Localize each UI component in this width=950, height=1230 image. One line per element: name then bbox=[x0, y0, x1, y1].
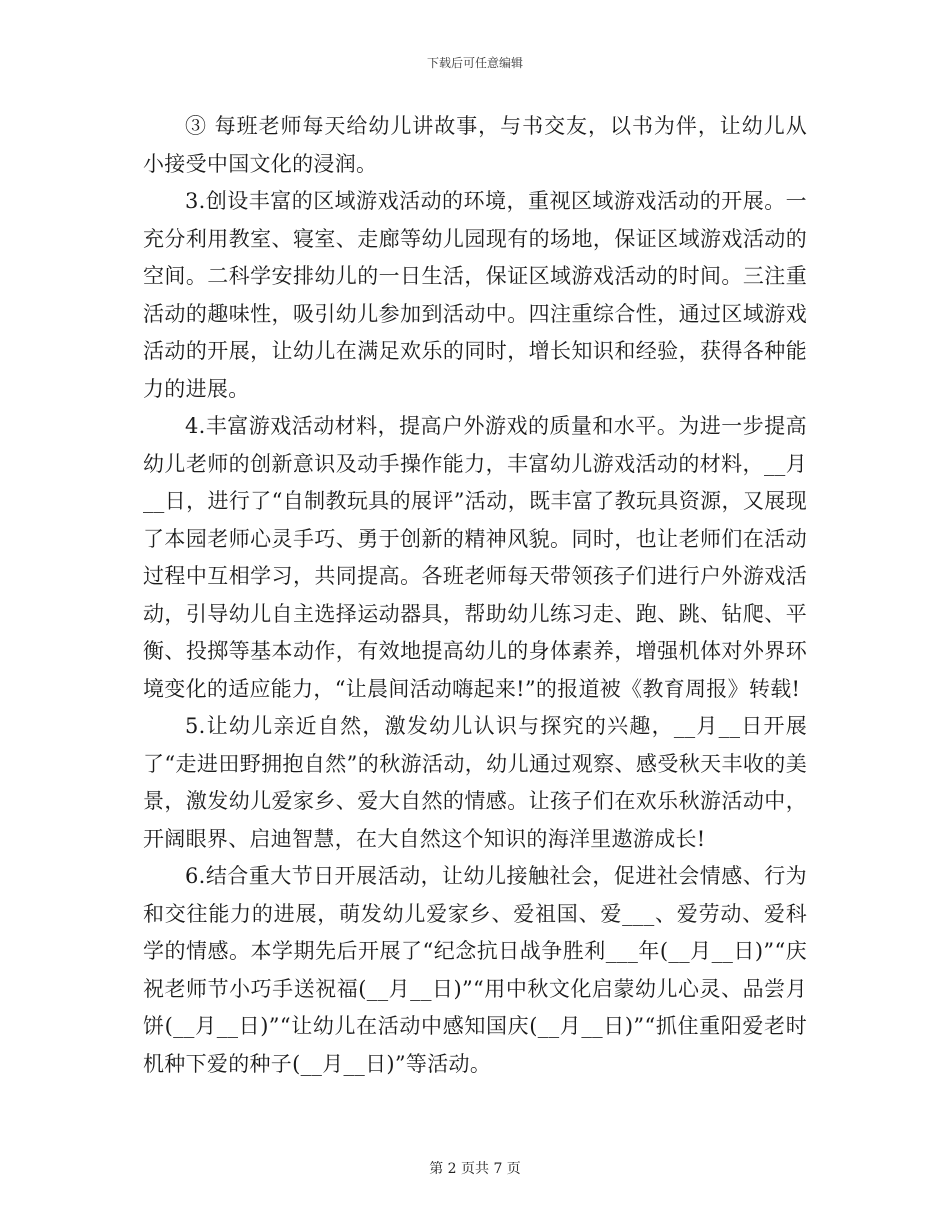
paragraph-area-games: 3.创设丰富的区域游戏活动的环境，重视区域游戏活动的开展。一充分利用教室、寝室、走廊等幼儿园现有的场地，保证区域游戏活动的空间。二科学安排幼儿的一日生活，保证区域游戏活动的时间。三注重活动的趣味性，吸引幼儿参加到活动中。四注重综合性，通过区域游戏活动的开展，让幼儿在满足欢乐的同时，增长知识和经验，获得各种能力的进展。 bbox=[143, 189, 807, 401]
paragraph-game-materials: 4.丰富游戏活动材料，提高户外游戏的质量和水平。为进一步提高幼儿老师的创新意识及动手操作能力，丰富幼儿游戏活动的材料，__月__日，进行了“自制教玩具的展评”活动，既丰富了教玩具资源，又展现了本园老师心灵手巧、勇于创新的精神风貌。同时，也让老师们在活动过程中互相学习，共同提高。各班老师每天带领孩子们进行户外游戏活动，引导幼儿自主选择运动器具，帮助幼儿练习走、跑、跳、钻爬、平衡、投掷等基本动作，有效地提高幼儿的身体素养，增强机体对外界环境变化的适应能力，“让晨间活动嗨起来!”的报道被《教育周报》转载! bbox=[143, 414, 807, 701]
document-body bbox=[143, 108, 807, 1083]
page-footer: 第 2 页共 7 页 bbox=[429, 1161, 521, 1177]
page-header: 下载后可任意编辑 bbox=[426, 56, 523, 70]
paragraph-reading: ③ 每班老师每天给幼儿讲故事，与书交友，以书为伴，让幼儿从小接受中国文化的浸润。 bbox=[143, 114, 807, 176]
paragraph-nature: 5.让幼儿亲近自然，激发幼儿认识与探究的兴趣，__月__日开展了“走进田野拥抱自然”的秋游活动，幼儿通过观察、感受秋天丰收的美景，激发幼儿爱家乡、爱大自然的情感。让孩子们在欢乐秋游活动中，开阔眼界、启迪智慧，在大自然这个知识的海洋里遨游成长! bbox=[143, 714, 807, 851]
paragraph-holidays: 6.结合重大节日开展活动，让幼儿接触社会，促进社会情感、行为和交往能力的进展，萌发幼儿爱家乡、爱祖国、爱___、爱劳动、爱科学的情感。本学期先后开展了“纪念抗日战争胜利___年(__月__日)”“庆祝老师节小巧手送祝福(__月__日)”“用中秋文化启蒙幼儿心灵、品尝月饼(__月__日)”“让幼儿在活动中感知国庆(__月__日)”“抓住重阳爱老时机种下爱的种子(__月__日)”等活动。 bbox=[143, 864, 807, 1076]
